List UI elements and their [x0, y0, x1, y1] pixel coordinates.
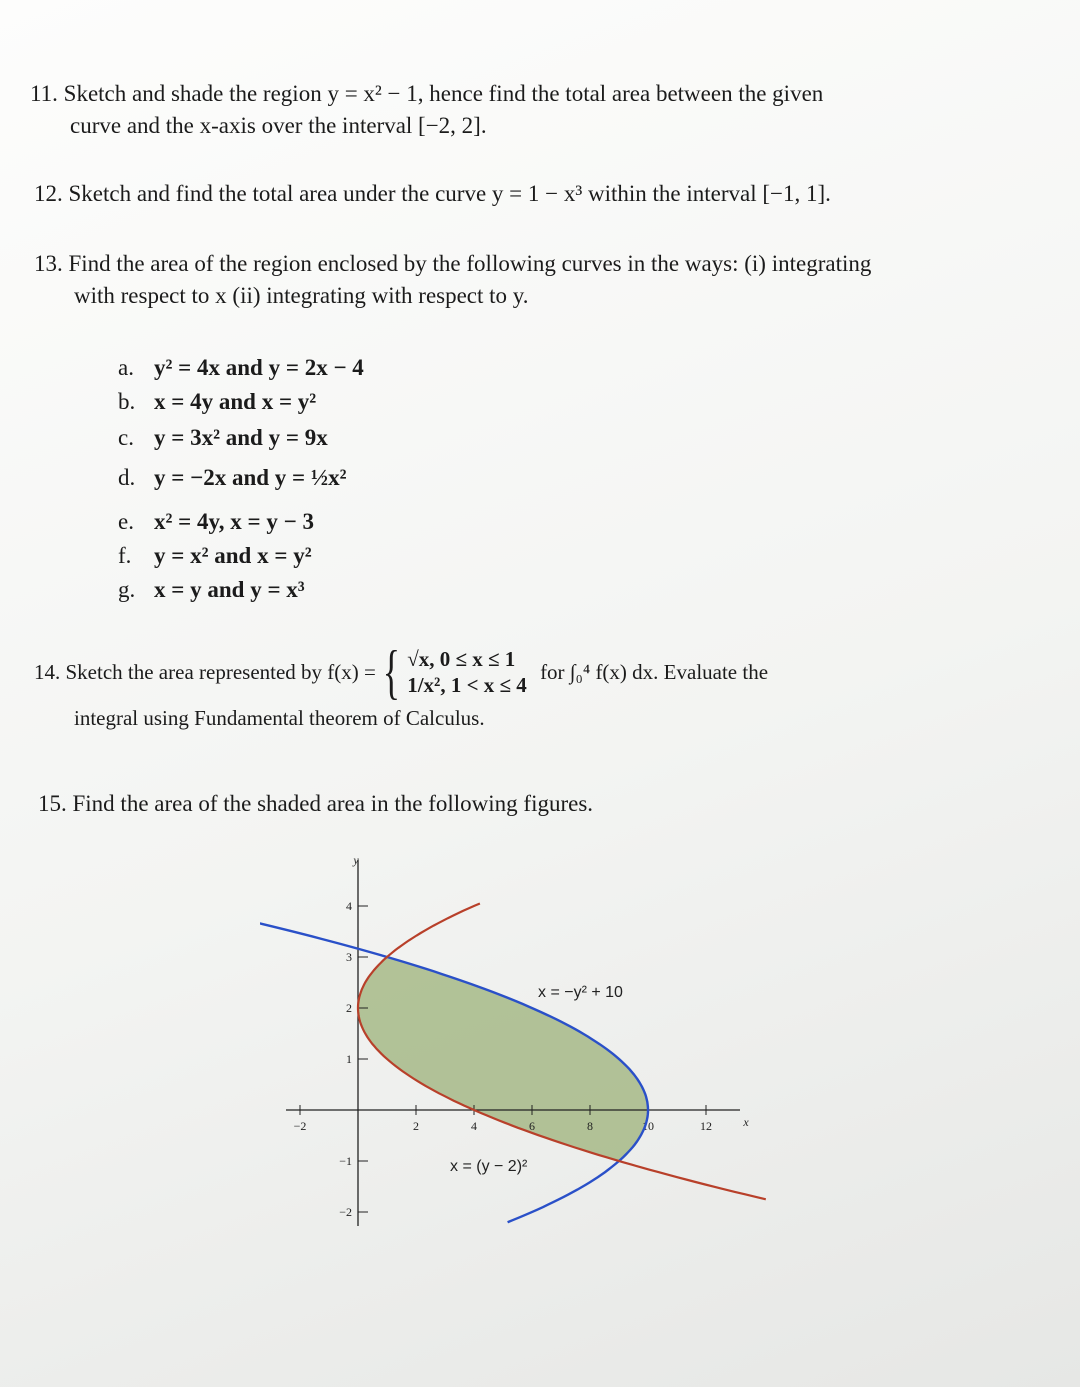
sub-item-d	[118, 460, 347, 496]
y-tick-label: 1	[346, 1052, 352, 1066]
piece-2: 1/x², 1 < x ≤ 4	[407, 673, 527, 697]
question-number: 13.	[34, 251, 63, 276]
y-tick-label: 4	[346, 899, 352, 913]
question-text-continued: with respect to x (ii) integrating with respect to y.	[74, 283, 529, 308]
y-tick-label: −2	[339, 1205, 352, 1219]
x-tick-label: 4	[471, 1119, 477, 1133]
y-tick-label: −1	[339, 1154, 352, 1168]
question-text: Sketch and shade the region y = x² − 1, hence find the total area between the given	[63, 81, 824, 106]
question-number: 11.	[30, 81, 58, 106]
sub-item-equation: x = 4y and x = y²	[154, 389, 317, 414]
figure-svg	[260, 840, 780, 1240]
sub-item-equation: x = y and y = x³	[154, 577, 305, 602]
x-tick-label: 10	[642, 1119, 654, 1133]
question-text-continued: curve and the x-axis over the interval [−2, 2].	[70, 113, 487, 138]
question-15	[38, 788, 593, 820]
question-14	[34, 639, 769, 734]
question-text: Find the area of the region enclosed by the following curves in the ways: (i) integrating	[68, 251, 872, 276]
y-tick-label: 2	[346, 1001, 352, 1015]
sub-item-equation: y = x² and x = y²	[154, 543, 312, 568]
sub-item-letter: c.	[118, 425, 134, 450]
sub-item-equation: y = 3x² and y = 9x	[154, 425, 328, 450]
sub-item-letter: f.	[118, 543, 132, 568]
sub-item-g	[118, 572, 305, 608]
question-12	[34, 178, 831, 210]
x-axis-label: x	[743, 1115, 749, 1129]
piecewise-definition	[407, 646, 527, 698]
question-number: 12.	[34, 181, 63, 206]
sub-item-a	[118, 350, 364, 386]
question-text-tail: for ∫₀⁴ f(x) dx. Evaluate the	[540, 660, 769, 684]
x-tick-label: 12	[700, 1119, 712, 1133]
curve-2-label: x = (y − 2)²	[450, 1158, 528, 1175]
y-tick-label: 3	[346, 950, 352, 964]
sub-item-b	[118, 384, 316, 420]
x-tick-label: −2	[293, 1119, 307, 1133]
x-tick-label: 6	[529, 1119, 535, 1133]
sub-item-letter: b.	[118, 389, 136, 414]
sub-item-letter: e.	[118, 509, 134, 534]
sub-item-equation: x² = 4y, x = y − 3	[154, 509, 314, 534]
question-text: Sketch the area represented by f(x) =	[65, 660, 376, 684]
piece-1: √x, 0 ≤ x ≤ 1	[407, 647, 516, 671]
question-text-continued: integral using Fundamental theorem of Calculus.	[74, 706, 485, 730]
question-number: 14.	[34, 660, 61, 684]
sub-item-letter: d.	[118, 465, 136, 490]
sub-item-equation: y = −2x and y = ½x²	[154, 465, 347, 490]
sub-item-equation: y² = 4x and y = 2x − 4	[154, 355, 364, 380]
sub-item-letter: g.	[118, 577, 136, 602]
question-text: Find the area of the shaded area in the following figures.	[72, 791, 594, 816]
question-13	[34, 248, 871, 312]
x-tick-label: 2	[413, 1119, 419, 1133]
question-11	[30, 78, 823, 142]
y-axis-label: y	[353, 853, 359, 867]
x-tick-label: 8	[587, 1119, 593, 1133]
sub-item-letter: a.	[118, 355, 134, 380]
area-figure	[260, 840, 780, 1240]
sub-item-e	[118, 504, 314, 540]
question-text: Sketch and find the total area under the curve y = 1 − x³ within the interval [−1, 1].	[68, 181, 831, 206]
sub-item-c	[118, 420, 328, 456]
sub-item-f	[118, 538, 312, 574]
brace-symbol: {	[382, 639, 401, 705]
question-number: 15.	[38, 791, 67, 816]
curve-1-label: x = −y² + 10	[538, 984, 623, 1001]
